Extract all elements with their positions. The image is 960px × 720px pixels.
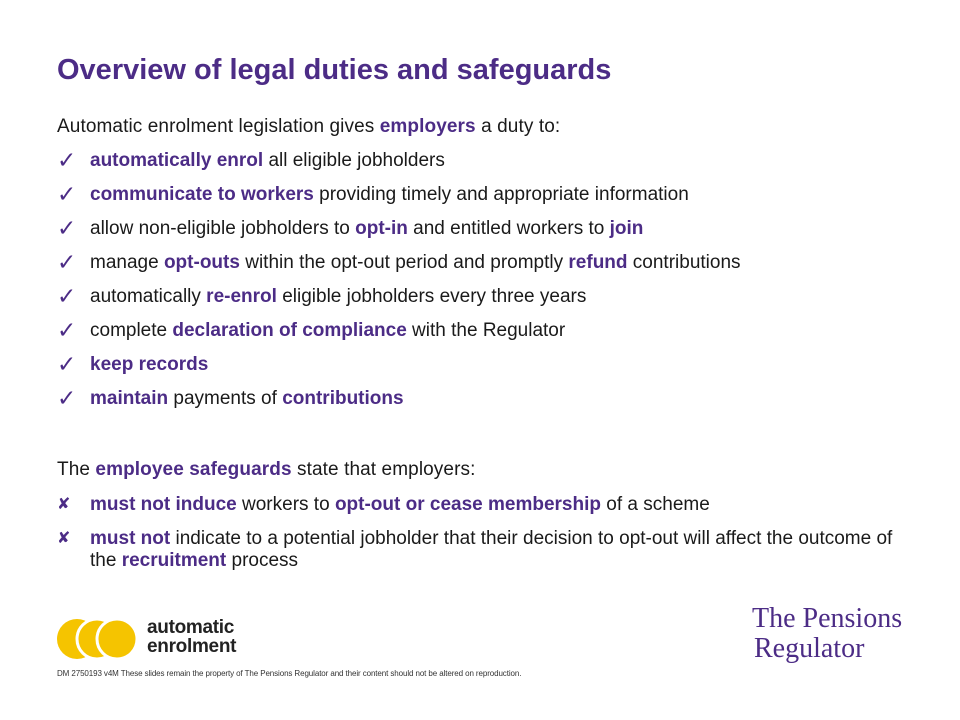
item-text: complete xyxy=(90,320,173,341)
item-text: manage xyxy=(90,252,164,273)
safeguard-item xyxy=(57,494,917,516)
highlight-text: communicate to workers xyxy=(90,184,314,205)
highlight-text: refund xyxy=(568,252,628,273)
highlight-text: must not xyxy=(90,528,171,549)
ae-line1: automatic xyxy=(147,617,235,638)
item-text: within the opt-out period and promptly xyxy=(239,252,569,273)
ae-circles-icon xyxy=(55,614,145,664)
highlight-text: declaration of compliance xyxy=(172,320,407,341)
cross-icon: ✘ xyxy=(57,496,71,513)
slide-title: Overview of legal duties and safeguards xyxy=(57,54,612,86)
item-text: automatically xyxy=(90,286,207,307)
checkmark-icon: ✓ xyxy=(57,249,77,275)
item-text: of a scheme xyxy=(601,494,710,515)
checkmark-icon: ✓ xyxy=(57,147,77,173)
safeguards-intro-text: The xyxy=(57,459,96,480)
automatic-enrolment-logo xyxy=(55,614,255,664)
highlight-text: contributions xyxy=(282,388,404,409)
checkmark-icon: ✓ xyxy=(57,181,77,207)
item-text: payments of xyxy=(168,388,283,409)
safeguards-intro-text-end: state that employers: xyxy=(291,459,476,480)
checkmark-icon: ✓ xyxy=(57,215,77,241)
duty-item xyxy=(57,215,917,241)
safeguards-intro xyxy=(57,459,475,481)
safeguard-item xyxy=(57,528,917,572)
ae-wordmark xyxy=(147,618,236,656)
cross-icon: ✘ xyxy=(57,530,71,547)
highlight-text: re-enrol xyxy=(206,286,277,307)
highlight-text: join xyxy=(609,218,644,239)
duty-item xyxy=(57,351,917,377)
checkmark-icon: ✓ xyxy=(57,317,77,343)
duty-item xyxy=(57,283,917,309)
duties-intro-text-end: a duty to: xyxy=(475,116,561,137)
safeguards-intro-highlight: employee safeguards xyxy=(95,459,292,480)
highlight-text: automatically enrol xyxy=(90,150,264,171)
highlight-text: opt-out or cease membership xyxy=(334,494,601,515)
item-text: and entitled workers to xyxy=(407,218,610,239)
item-text: with the Regulator xyxy=(406,320,566,341)
duty-item xyxy=(57,147,917,173)
highlight-text: keep records xyxy=(90,354,209,375)
item-text: all eligible jobholders xyxy=(263,150,445,171)
safeguards-list xyxy=(57,494,917,572)
duties-list xyxy=(57,147,917,411)
item-text: providing timely and appropriate information xyxy=(313,184,689,205)
item-text: workers to xyxy=(236,494,335,515)
checkmark-icon: ✓ xyxy=(57,385,77,411)
highlight-text: opt-in xyxy=(355,218,408,239)
checkmark-icon: ✓ xyxy=(57,283,77,309)
highlight-text: maintain xyxy=(90,388,169,409)
duty-item xyxy=(57,385,917,411)
item-text: eligible jobholders every three years xyxy=(276,286,587,307)
duties-intro-text: Automatic enrolment legislation gives xyxy=(57,116,380,137)
duty-item xyxy=(57,181,917,207)
footer-note: DM 2750193 v4M These slides remain the property of The Pensions Regulator and their content should not be altered on reproduction. xyxy=(57,669,522,678)
checkmark-icon: ✓ xyxy=(57,351,77,377)
item-text: process xyxy=(226,550,299,571)
pensions-regulator-logo xyxy=(752,604,902,664)
duties-intro-highlight: employers xyxy=(379,116,476,137)
highlight-text: recruitment xyxy=(121,550,227,571)
duty-item xyxy=(57,317,917,343)
duties-intro xyxy=(57,116,560,138)
item-text: contributions xyxy=(627,252,741,273)
tpr-line2: Regulator xyxy=(754,633,865,664)
tpr-line1: The Pensions xyxy=(752,603,903,634)
highlight-text: must not induce xyxy=(90,494,237,515)
highlight-text: opt-outs xyxy=(163,252,240,273)
ae-line2: enrolment xyxy=(147,636,237,657)
duty-item xyxy=(57,249,917,275)
item-text: allow non-eligible jobholders to xyxy=(90,218,356,239)
item-text: indicate to a potential jobholder that their decision to opt-out will affect the outcome of the xyxy=(90,528,893,571)
